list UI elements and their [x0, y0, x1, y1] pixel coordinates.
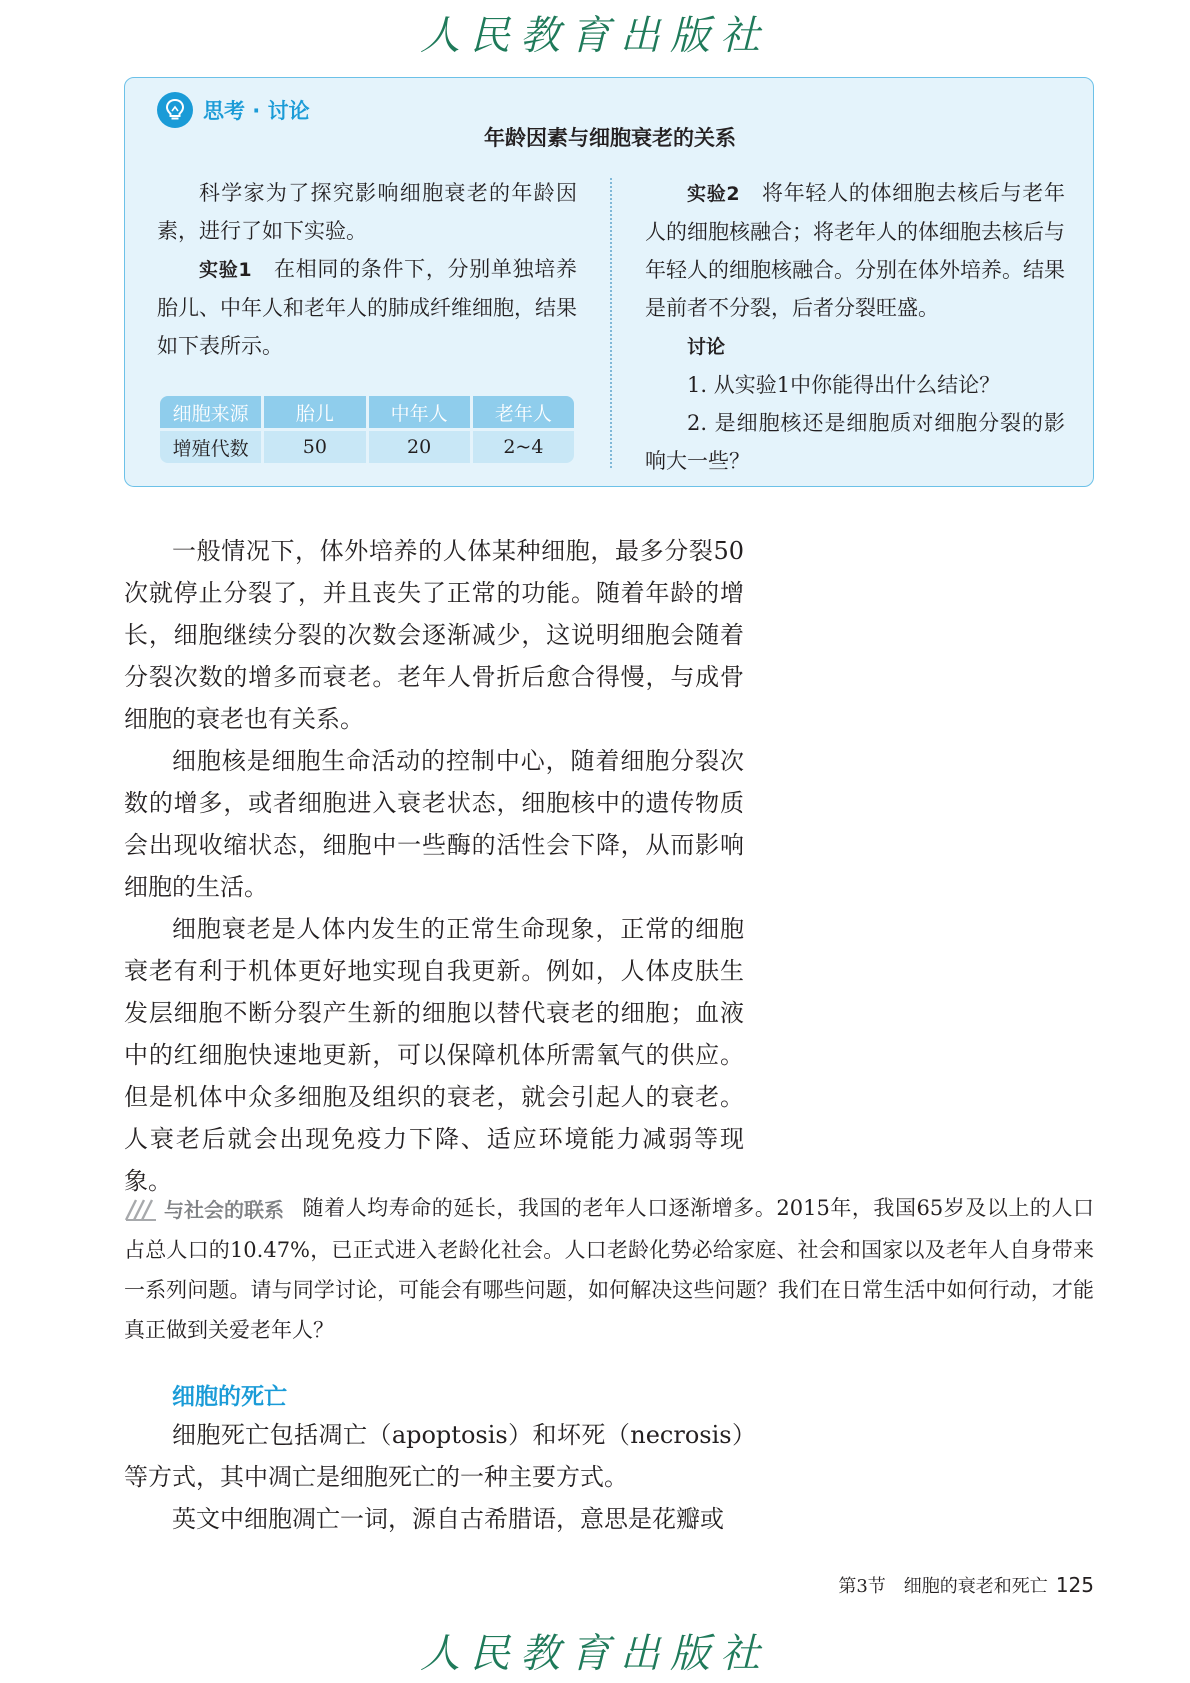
experiment-1-text: 在相同的条件下，分别单独培养胎儿、中年人和老年人的肺成纤维细胞，结果如下表所示。: [157, 257, 577, 358]
experiment-table: [157, 393, 577, 466]
death-paragraph-1: 细胞死亡包括凋亡（apoptosis）和坏死（necrosis）等方式，其中凋亡是细胞死亡的一种主要方式。: [124, 1421, 744, 1491]
question-2: 2. 是细胞核还是细胞质对细胞分裂的影响大一些？: [645, 411, 1065, 473]
table-cell: 50: [264, 431, 365, 463]
page-footer: [838, 1572, 1094, 1598]
publisher-header: 人民教育出版社: [420, 13, 770, 59]
footer-section-label: 第3节 细胞的衰老和死亡: [838, 1576, 1048, 1597]
cell-death-section: [124, 1414, 744, 1540]
stripes-icon: [124, 1198, 158, 1222]
table-cell: 增殖代数: [160, 431, 261, 463]
body-paragraph-1: 一般情况下，体外培养的人体某种细胞，最多分裂50次就停止分裂了，并且丧失了正常的功能。随着年龄的增长，细胞继续分裂的次数会逐渐减少，这说明细胞会随着分裂次数的增多而衰老。老年人骨折后愈合得慢，与成骨细胞的衰老也有关系。: [124, 537, 744, 733]
experiment-2-text: 将年轻人的体细胞去核后与老年人的细胞核融合；将老年人的体细胞去核后与年轻人的细胞核融合。分别在体外培养。结果是前者不分裂，后者分裂旺盛。: [645, 181, 1065, 320]
table-row: [160, 431, 574, 463]
main-body: [124, 530, 744, 1202]
society-connection: [124, 1188, 1094, 1350]
think-discuss-box: [124, 77, 1094, 487]
table-cell: 胎儿: [264, 396, 365, 428]
table-cell: 20: [369, 431, 470, 463]
table-cell: 2~4: [473, 431, 574, 463]
right-column: [645, 174, 1065, 480]
experiment-2: [645, 174, 1065, 327]
table-cell: 老年人: [473, 396, 574, 428]
column-divider: [610, 178, 612, 468]
left-column: [157, 174, 577, 365]
box-title: 年龄因素与细胞衰老的关系: [484, 126, 736, 150]
experiment-1: [157, 250, 577, 365]
experiment-1-label: 实验1: [199, 259, 252, 281]
table-cell: 细胞来源: [160, 396, 261, 428]
body-paragraph-2: 细胞核是细胞生命活动的控制中心，随着细胞分裂次数的增多，或者细胞进入衰老状态，细胞核中的遗传物质会出现收缩状态，细胞中一些酶的活性会下降，从而影响细胞的生活。: [124, 747, 744, 901]
publisher-footer: 人民教育出版社: [420, 1631, 770, 1677]
discussion-label: 讨论: [687, 336, 726, 358]
section-heading: 细胞的死亡: [172, 1384, 287, 1410]
table-header-row: [160, 396, 574, 428]
experiment-2-label: 实验2: [687, 183, 740, 205]
box-label: 思考 · 讨论: [203, 99, 310, 123]
intro-text: 科学家为了探究影响细胞衰老的年龄因素，进行了如下实验。: [157, 181, 577, 243]
question-1: 1. 从实验1中你能得出什么结论？: [687, 373, 1001, 397]
society-label: 与社会的联系: [164, 1197, 284, 1222]
body-paragraph-3: 细胞衰老是人体内发生的正常生命现象，正常的细胞衰老有利于机体更好地实现自我更新。例如，人体皮肤生发层细胞不断分裂产生新的细胞以替代衰老的细胞；血液中的红细胞快速地更新，可以保障机体所需氧气的供应。但是机体中众多细胞及组织的衰老，就会引起人的衰老。人衰老后就会出现免疫力下降、适应环境能力减弱等现象。: [124, 915, 744, 1195]
society-text: 随着人均寿命的延长，我国的老年人口逐渐增多。2015年，我国65岁及以上的人口占总人口的10.47%，已正式进入老龄化社会。人口老龄化势必给家庭、社会和国家以及老年人自身带来一系列问题。请与同学讨论，可能会有哪些问题，如何解决这些问题？我们在日常生活中如何行动，才能真正做到关爱老年人？: [124, 1196, 1094, 1342]
death-paragraph-2: 英文中细胞凋亡一词，源自古希腊语，意思是花瓣或: [172, 1505, 724, 1533]
society-header: [124, 1190, 284, 1230]
table-cell: 中年人: [369, 396, 470, 428]
page-number: 125: [1055, 1573, 1094, 1597]
